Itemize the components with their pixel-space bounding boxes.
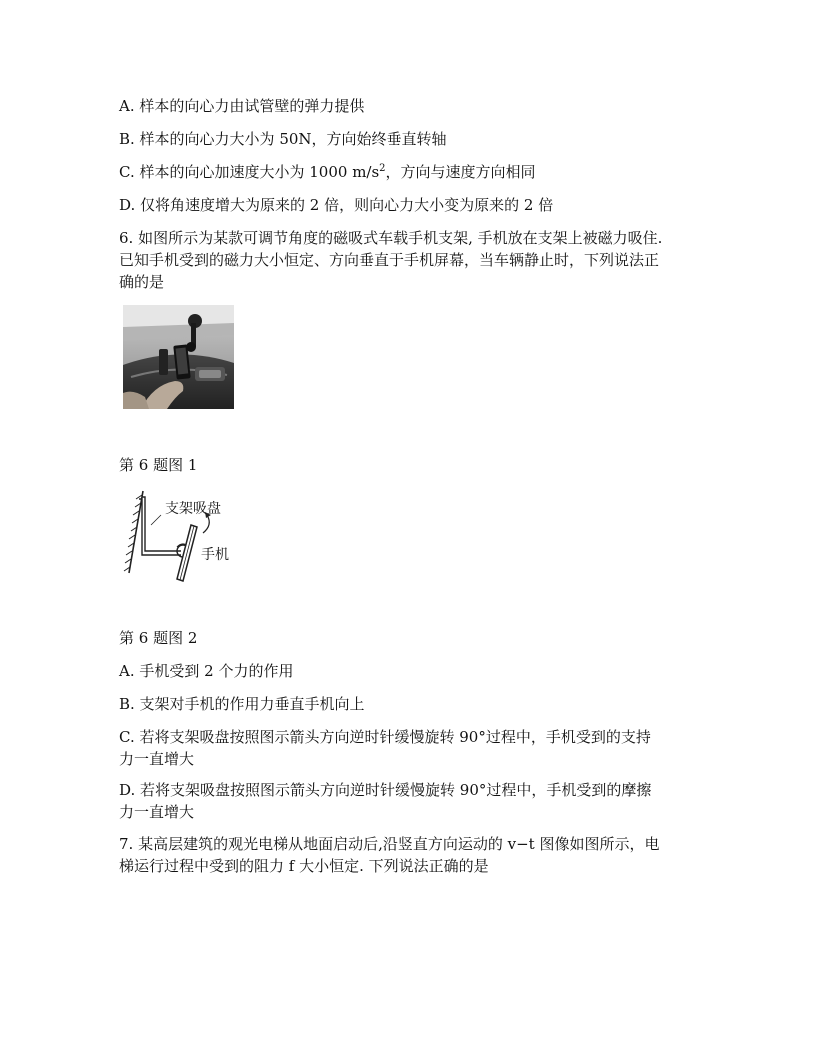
q7-stem-line-2: 梯运行过程中受到的阻力 f 大小恒定. 下列说法正确的是 <box>119 857 489 875</box>
holder-diagram <box>121 485 239 585</box>
q6-option-b: B. 支架对手机的作用力垂直手机向上 <box>119 695 365 713</box>
q6-option-d-line-1: D. 若将支架吸盘按照图示箭头方向逆时针缓慢旋转 90°过程中，手机受到的摩擦 <box>119 781 652 799</box>
q6-option-c-line-2: 力一直增大 <box>119 750 195 768</box>
q5-option-c-suffix: ，方向与速度方向相同 <box>385 163 536 181</box>
q6-option-c-line-1: C. 若将支架吸盘按照图示箭头方向逆时针缓慢旋转 90°过程中，手机受到的支持 <box>119 728 651 746</box>
q5-option-c <box>119 161 536 183</box>
q6-stem-line-1: 6. 如图所示为某款可调节角度的磁吸式车载手机支架, 手机放在支架上被磁力吸住. <box>119 229 663 247</box>
label-phone: 手机 <box>201 547 229 563</box>
q6-figure-1-caption: 第 6 题图 1 <box>119 456 198 474</box>
q6-figure-1-photo <box>123 305 234 409</box>
q7-stem-line-1: 7. 某高层建筑的观光电梯从地面启动后,沿竖直方向运动的 v−t 图像如图所示，电 <box>119 835 660 853</box>
q6-stem-line-2: 已知手机受到的磁力大小恒定、方向垂直于手机屏幕，当车辆静止时，下列说法正 <box>119 251 660 269</box>
q6-figure-2-diagram <box>121 485 239 585</box>
q5-option-b: B. 样本的向心力大小为 50N，方向始终垂直转轴 <box>119 130 447 148</box>
label-mount: 支架吸盘 <box>165 501 221 517</box>
q5-option-a: A. 样本的向心力由试管壁的弹力提供 <box>119 97 365 115</box>
q5-option-c-text: C. 样本的向心加速度大小为 1000 m/s <box>119 163 380 181</box>
q6-stem-line-3: 确的是 <box>119 273 165 291</box>
q6-option-d-line-2: 力一直增大 <box>119 803 195 821</box>
q5-option-d: D. 仅将角速度增大为原来的 2 倍，则向心力大小变为原来的 2 倍 <box>119 196 554 214</box>
q6-figure-2-caption: 第 6 题图 2 <box>119 629 198 647</box>
q5-option-c-exponent: 2 <box>379 163 386 174</box>
q6-option-a: A. 手机受到 2 个力的作用 <box>119 662 294 680</box>
car-phone-holder-photo <box>123 305 234 409</box>
